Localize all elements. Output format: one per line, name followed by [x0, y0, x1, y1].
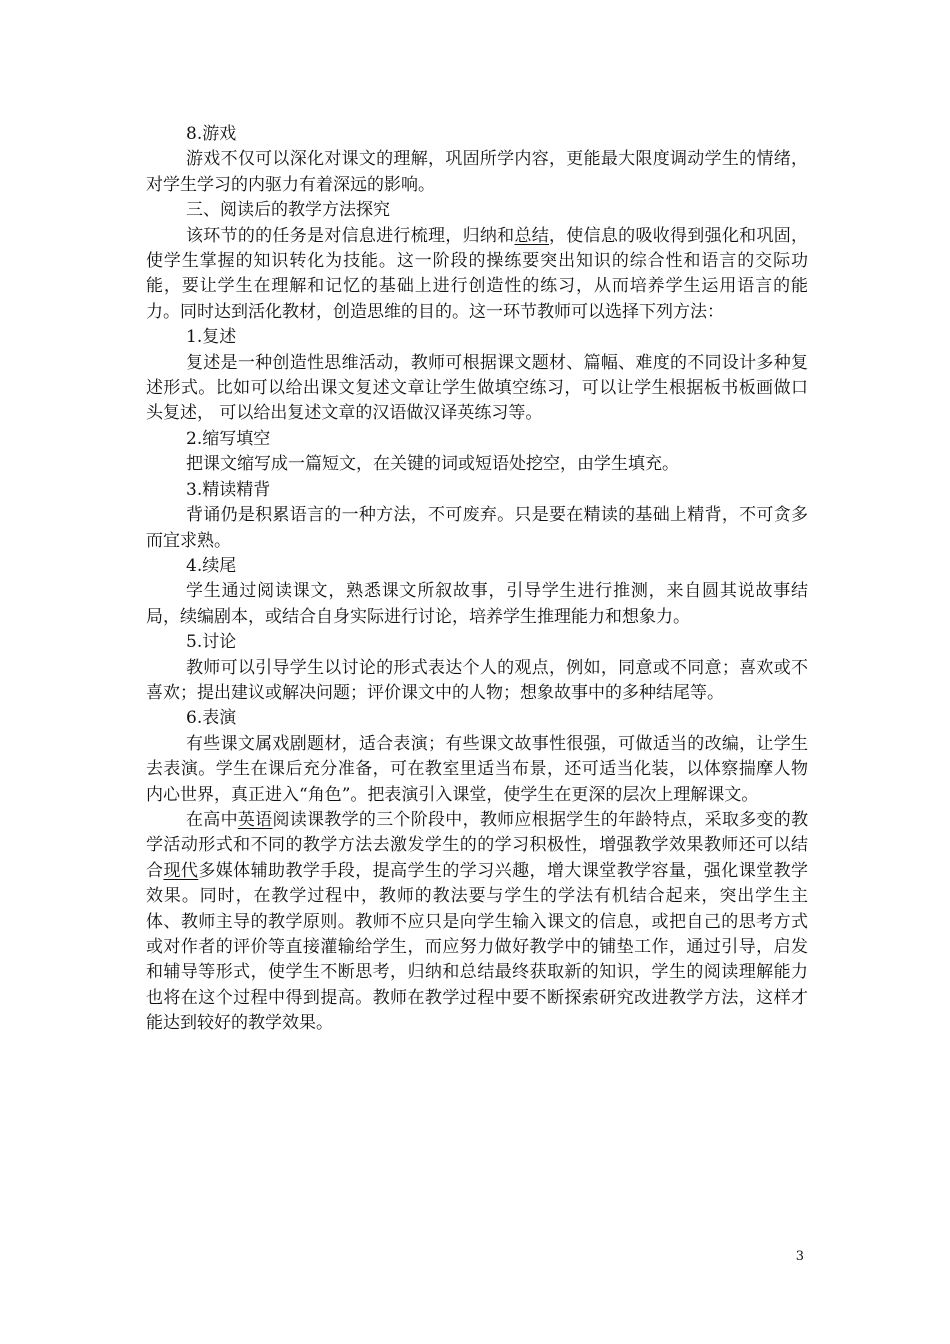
body-paragraph: 背诵仍是积累语言的一种方法，不可废弃。只是要在精读的基础上精背，不可贪多而宜求熟。 — [146, 505, 808, 551]
section-heading: 三、阅读后的教学方法探究 — [186, 200, 390, 221]
document-body — [146, 122, 808, 1037]
section-heading: 5.讨论 — [186, 632, 237, 653]
body-paragraph — [146, 224, 808, 326]
section-heading: 2.缩写填空 — [186, 428, 271, 449]
body-paragraph: 复述是一种创造性思维活动，教师可根据课文题材、篇幅、难度的不同设计多种复述形式。比如可以给出课文复述文章让学生做填空练习，可以让学生根据板书板画做口头复述， 可以给出复述文章的汉语做汉译英练习等。 — [146, 352, 808, 424]
paragraph-text: 多媒体辅助教学手段，提高学生的学习兴趣，增大课堂教学容量，强化课堂教学效果。同时，在教学过程中，教师的教法要与学生的学法有机结合起来，突出学生主体、教师主导的教学原则。教师不应只是向学生输入课文的信息，或把自己的思考方式或对作者的评价等直接灌输给学生，而应努力做好教学中的铺垫工作，通过引导，启发和辅导等形式，使学生不断思考，归纳和总结最终获取新的知识，学生的阅读理解能力也将在这个过程中得到提高。教师在教学过程中要不断探索研究改进教学方法，这样才能达到较好的教学效果。 — [146, 860, 809, 1034]
body-paragraph: 有些课文属戏剧题材，适合表演；有些课文故事性很强，可做适当的改编，让学生去表演。学生在课后充分准备，可在教室里适当布景，还可适当化装，以体察揣摩人物内心世界，真正进入“角色”。把表演引入课堂，使学生在更深的层次上理解课文。 — [146, 733, 808, 805]
paragraph-text: 阅读课教学的三个阶段中，教师应根据学生的年龄特点，采取多变的教学活动形式和不同的教学方法去激发学生的的学习积极性，增强教学效果教师还可以结合 — [146, 809, 809, 881]
body-paragraph: 游戏不仅可以深化对课文的理解，巩固所学内容，更能最大限度调动学生的情绪，对学生学习的内驱力有着深远的影响。 — [146, 149, 808, 195]
section-heading: 4.续尾 — [186, 555, 237, 576]
paragraph-text: 在高中 — [186, 809, 238, 830]
body-paragraph — [146, 808, 808, 1037]
section-heading: 1.复述 — [186, 327, 237, 348]
inline-link[interactable]: 总结 — [514, 225, 550, 246]
paragraph-text: 该环节的的任务是对信息进行梳理，归纳和 — [186, 225, 515, 246]
body-paragraph: 教师可以引导学生以讨论的形式表达个人的观点，例如，同意或不同意；喜欢或不喜欢；提出建议或解决问题；评价课文中的人物；想象故事中的多种结尾等。 — [146, 657, 808, 703]
inline-link[interactable]: 现代 — [163, 860, 199, 881]
section-heading: 3.精读精背 — [186, 479, 271, 500]
section-heading: 6.表演 — [186, 708, 237, 729]
section-heading: 8.游戏 — [186, 124, 237, 144]
body-paragraph: 把课文缩写成一篇短文，在关键的词或短语处挖空，由学生填充。 — [186, 454, 679, 475]
inline-link[interactable]: 英语 — [237, 809, 273, 830]
body-paragraph: 学生通过阅读课文，熟悉课文所叙故事，引导学生进行推测，来自圆其说故事结局，续编剧本，或结合自身实际进行讨论，培养学生推理能力和想象力。 — [146, 581, 808, 627]
paragraph-text: ，使信息的吸收得到强化和巩固，使学生掌握的知识转化为技能。这一阶段的操练要突出知识的综合性和语言的交际功能，要让学生在理解和记忆的基础上进行创造性的练习，从而培养学生运用语言的能力。同时达到活化教材，创造思维的目的。这一环节教师可以选择下列方法： — [146, 225, 809, 322]
page-number: 3 — [795, 1249, 804, 1264]
